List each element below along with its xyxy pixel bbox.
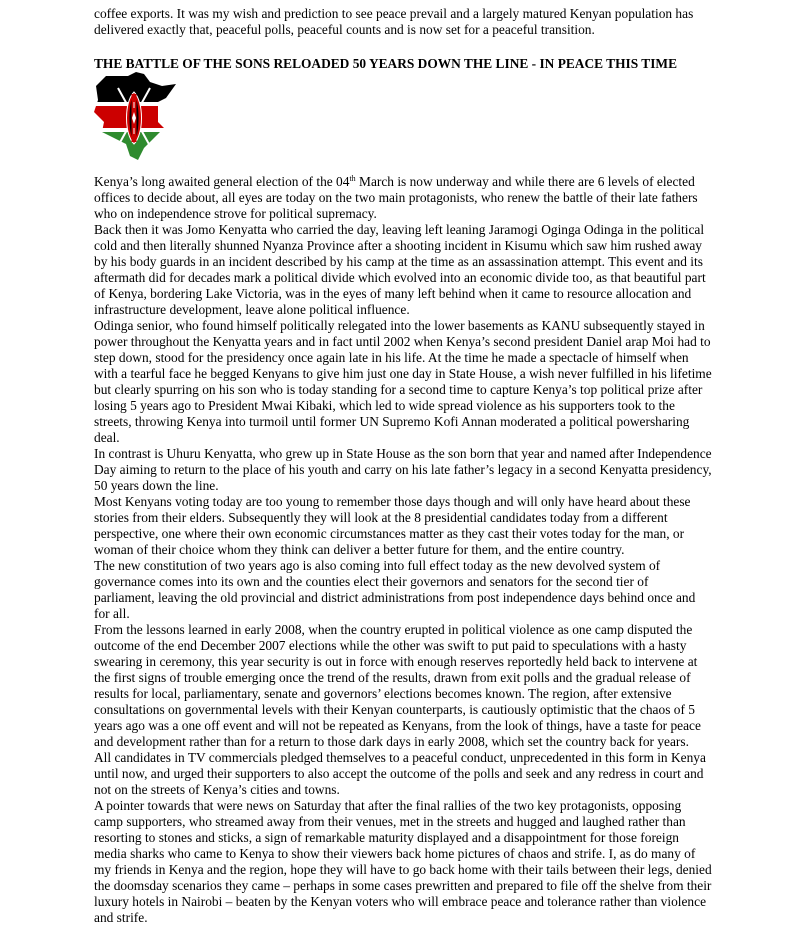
paragraph-5: Most Kenyans voting today are too young to remember those days though and will only have heard about these stories from their elders. Subsequently they will look at the 8 presidential candidates today from a different perspective, one where their own economic circumstances matter as they cast their votes today for the man, or woman of their choice whom they think can deliver a better future for them, and the entire country. xyxy=(94,494,691,557)
article-body xyxy=(94,174,712,926)
ordinal-superscript: th xyxy=(349,174,356,183)
paragraph-1-text-end: March is now underway and while there are 6 levels of elected offices to decide about, all eyes are today on the two main protagonists, who renew the battle of their late fathers who on independence strove for political supremacy. xyxy=(94,174,698,221)
paragraph-7: From the lessons learned in early 2008, when the country erupted in political violence as one camp disputed the outcome of the end December 2007 elections while the other was swift to put paid to speculations with a hasty swearing in ceremony, this year security is out in force with enough reserves reportedly held back to intervene at the first signs of trouble emerging once the trend of the results, drawn from exit polls and the gradual release of results for local, parliamentary, senate and governors’ elections becomes known. The region, after extensive consultations on governmental levels with their Kenyan counterparts, is cautiously optimistic that the chaos of 5 years ago was a one off event and will not be repeated as Kenyans, from the look of things, have a taste for peace and development rather than for a return to those dark days in early 2008, which set the country back for years. xyxy=(94,622,701,749)
paragraph-1-text-start: Kenya’s long awaited general election of the 04 xyxy=(94,174,350,189)
paragraph-8: All candidates in TV commercials pledged themselves to a peaceful conduct, unprecedented in this form in Kenya until now, and urged their supporters to also accept the outcome of the polls and seek and any redress in court and not on the streets of Kenya’s cities and towns. xyxy=(94,750,706,797)
intro-paragraph: coffee exports. It was my wish and prediction to see peace prevail and a largely matured Kenyan population has delivered exactly that, peaceful polls, peaceful counts and is now set for a peaceful transition. xyxy=(94,6,694,37)
kenya-map-flag-icon xyxy=(92,72,176,160)
paragraph-2: Back then it was Jomo Kenyatta who carried the day, leaving left leaning Jaramogi Oginga Odinga in the political cold and then literally shunned Nyanza Province after a shooting incident in Kisumu which saw him rushed away by his body guards in an incident described by his camp at the time as an assassination attempt. This event and its aftermath did for decades mark a political divide which evolved into an economic divide too, as that beautiful part of Kenya, bordering Lake Victoria, was in the eyes of many left behind when it came to resource allocation and infrastructure development, leave alone political influence. xyxy=(94,222,706,317)
paragraph-3: Odinga senior, who found himself politically relegated into the lower basements as KANU subsequently stayed in power throughout the Kenyatta years and in fact until 2002 when Kenya’s second president Daniel arap Moi had to step down, stood for the presidency once again late in his life. At the time he made a spectacle of himself when with a tearful face he begged Kenyans to give him just one day in State House, a wish never fulfilled in his lifetime but clearly spurring on his son who is today standing for a second time to capture Kenya’s top political prize after losing 5 years ago to President Mwai Kibaki, which led to wide spread violence as his supporters took to the streets, throwing Kenya into turmoil until former UN Supremo Kofi Annan moderated a political powersharing deal. xyxy=(94,318,712,445)
paragraph-4: In contrast is Uhuru Kenyatta, who grew up in State House as the son born that year and named after Independence Day aiming to return to the place of his youth and carry on his late father’s legacy in a second Kenyatta presidency, 50 years down the line. xyxy=(94,446,712,493)
paragraph-6: The new constitution of two years ago is also coming into full effect today as the new devolved system of governance comes into its own and the counties elect their governors and senators for the second tier of parliament, leaving the old provincial and district administrations from post independence days behind once and for all. xyxy=(94,558,696,621)
paragraph-9: A pointer towards that were news on Saturday that after the final rallies of the two key protagonists, opposing camp supporters, who streamed away from their venues, met in the streets and hugged and laughed rather than resorting to stones and sticks, a sign of remarkable maturity displayed and a disappointment for those foreign media sharks who came to Kenya to show their viewers back home pictures of chaos and strife. I, as do many of my friends in Kenya and the region, hope they will have to go back home with their tails between their legs, denied the doomsday scenarios they came – perhaps in some cases prewritten and prepared to file off the shelve from their luxury hotels in Nairobi – beaten by the Kenyan voters who will embrace peace and tolerance rather than violence and strife. xyxy=(94,798,712,925)
article-headline: THE BATTLE OF THE SONS RELOADED 50 YEARS DOWN THE LINE - IN PEACE THIS TIME xyxy=(94,56,678,71)
paragraph-1 xyxy=(94,174,712,222)
